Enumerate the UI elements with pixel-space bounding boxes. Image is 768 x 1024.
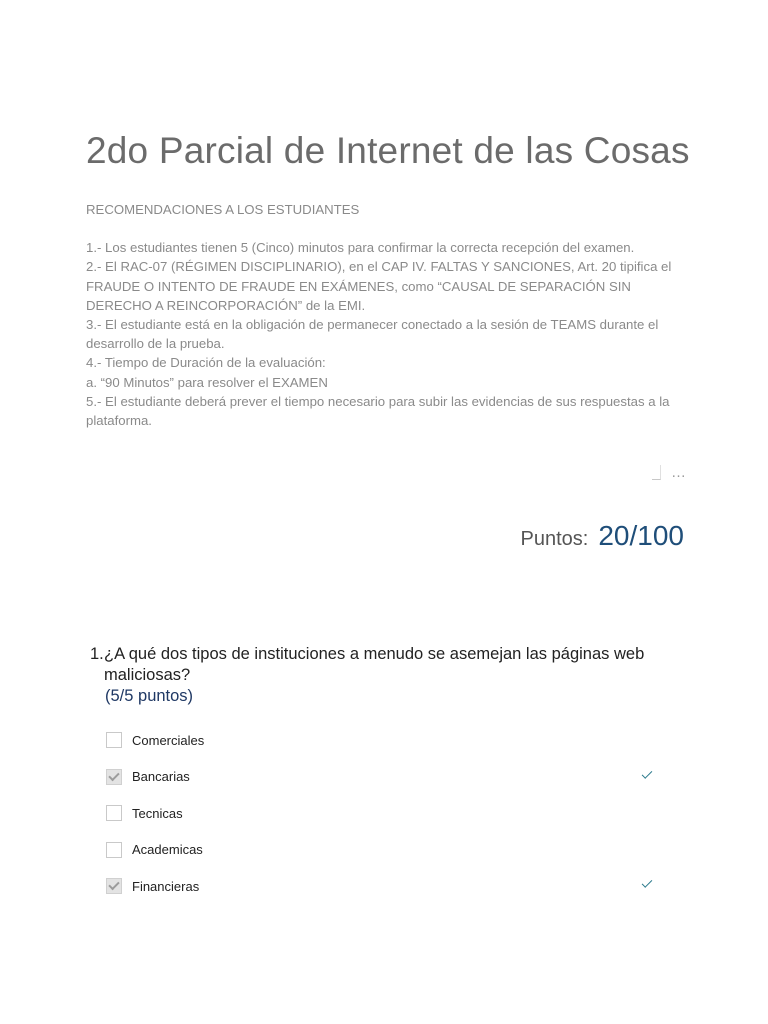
option-label: Comerciales <box>132 732 205 748</box>
score-label: Puntos: <box>520 528 589 550</box>
recommendations-heading: RECOMENDACIONES A LOS ESTUDIANTES <box>86 202 360 217</box>
answer-option[interactable] <box>106 832 666 869</box>
option-label: Financieras <box>132 878 200 894</box>
option-checkbox[interactable] <box>106 878 122 894</box>
form-title: 2do Parcial de Internet de las Cosas <box>86 130 690 171</box>
score-value: 20/100 <box>598 520 684 551</box>
option-checkbox[interactable] <box>106 769 122 785</box>
question-points: (5/5 puntos) <box>105 687 194 705</box>
answer-options <box>106 722 666 905</box>
option-checkbox[interactable] <box>106 732 122 748</box>
recommendation-line: 1.- Los estudiantes tienen 5 (Cinco) minutos para confirmar la correcta recepción del examen. <box>86 240 635 256</box>
answer-option[interactable] <box>106 868 666 905</box>
recommendation-line: 4.- Tiempo de Duración de la evaluación: <box>86 355 326 371</box>
recommendations <box>86 200 686 430</box>
question-text: ¿A qué dos tipos de instituciones a menudo se asemejan las páginas web maliciosas? <box>104 645 645 684</box>
answer-option[interactable] <box>106 759 666 796</box>
resize-icon <box>652 465 661 480</box>
recommendation-line: a. “90 Minutos” para resolver el EXAMEN <box>86 374 328 390</box>
option-checkbox[interactable] <box>106 805 122 821</box>
checkmark-icon <box>108 879 119 890</box>
option-label: Tecnicas <box>132 805 183 821</box>
checkmark-icon <box>108 770 119 781</box>
question-1 <box>90 644 670 706</box>
score-display <box>521 520 684 552</box>
option-checkbox[interactable] <box>106 842 122 858</box>
ellipsis-icon: … <box>671 464 687 481</box>
option-label: Bancarias <box>132 769 190 785</box>
recommendation-line: 5.- El estudiante deberá prever el tiempo necesario para subir las evidencias de sus respuestas a la plataforma. <box>86 393 670 429</box>
answer-option[interactable] <box>106 722 666 759</box>
question-number: 1. <box>90 645 104 663</box>
more-options-button[interactable] <box>652 464 687 481</box>
correct-answer-icon <box>642 768 653 779</box>
answer-option[interactable] <box>106 795 666 832</box>
recommendation-line: 3.- El estudiante está en la obligación de permanecer conectado a la sesión de TEAMS durante el desarrollo de la prueba. <box>86 317 659 352</box>
recommendation-line: 2.- El RAC-07 (RÉGIMEN DISCIPLINARIO), en el CAP IV. FALTAS Y SANCIONES, Art. 20 tipifica el FRAUDE O INTENTO DE FRAUDE EN EXÁMENES, como “CAUSAL DE SEPARACIÓN SIN DERECHO A REINCORPORACIÓN” de la EMI. <box>86 259 672 313</box>
correct-answer-icon <box>642 877 653 888</box>
option-label: Academicas <box>132 842 203 858</box>
